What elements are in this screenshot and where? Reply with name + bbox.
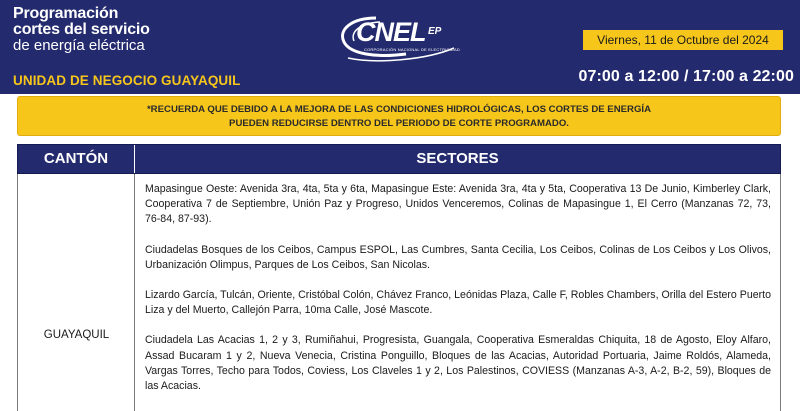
canton-cell	[18, 174, 135, 411]
title-line-1: Programación	[13, 5, 119, 22]
column-header-sectores: SECTORES	[416, 150, 499, 167]
date-badge: Viernes, 11 de Octubre del 2024	[583, 30, 783, 50]
notice-line-2: PUEDEN REDUCIRSE DENTRO DEL PERIODO DE CORTE PROGRAMADO.	[229, 118, 569, 129]
sector-group-2: Ciudadelas Bosques de los Ceibos, Campus ESPOL, Las Cumbres, Santa Cecilia, Los Ceibos, Colinas de Los Ceibos y Los Olivos, Urbanización Olimpus, Parques de Los Ceibos, San Nicolas.	[145, 243, 771, 271]
canton-name: GUAYAQUIL	[43, 329, 110, 341]
notice-banner	[17, 96, 781, 136]
cnel-logo	[336, 14, 466, 64]
table-row	[17, 174, 781, 411]
notice-line-1: *RECUERDA QUE DEBIDO A LA MEJORA DE LAS CONDICIONES HIDROLÓGICAS, LOS CORTES DE ENERGÍA	[146, 104, 652, 115]
program-title	[13, 6, 150, 54]
header-banner	[0, 0, 800, 94]
table-header	[17, 144, 781, 174]
sectores-cell	[145, 182, 771, 409]
sector-group-3: Lizardo García, Tulcán, Oriente, Cristóbal Colón, Chávez Franco, Leónidas Plaza, Calle F, Robles Chambers, Orilla del Estero Puerto Liza y del Muerto, Callejón Parra, 10ma Calle, José Mascote.	[145, 289, 771, 317]
title-line-2: cortes del servicio	[13, 21, 150, 38]
logo-suffix: EP	[428, 26, 442, 37]
sector-group-1: Mapasingue Oeste: Avenida 3ra, 4ta, 5ta y 6ta, Mapasingue Este: Avenida 3ra, 4ta y 5ta, Cooperativa 13 De Junio, Kimberley Clark, Cooperativa 7 de Septiembre, Unión Paz y Progreso, Unidos Venceremos, Colinas de Mapasingue 1, El Cerro (Manzanas 72, 73, 76-84, 87-93).	[145, 183, 771, 226]
sector-group-4: Ciudadela Las Acacias 1, 2 y 3, Rumiñahui, Progresista, Guangala, Cooperativa Esmeraldas Chiquita, 18 de Agosto, Eloy Alfaro, Assad Bucaram 1 y 2, Nueva Venecia, Cristina Ponguillo, Bloques de las Acacias, Autoridad Portuaria, Jaime Roldós, Alameda, Vargas Torres, Techo para Todos, Coviess, Los Claveles 1 y 2, Los Palestinos, COVIESS (Manzanas A-3, A-2, B-2, 59), Bloques de las Acacias.	[145, 334, 771, 393]
outage-hours: 07:00 a 12:00 / 17:00 a 22:00	[578, 68, 794, 85]
title-line-3: de energía eléctrica	[13, 37, 145, 54]
logo-wordmark: CNEL	[356, 17, 426, 47]
logo-subtitle: CORPORACIÓN NACIONAL DE ELECTRICIDAD	[364, 47, 460, 52]
column-header-canton: CANTÓN	[18, 145, 135, 173]
business-unit-label: UNIDAD DE NEGOCIO GUAYAQUIL	[13, 73, 241, 88]
